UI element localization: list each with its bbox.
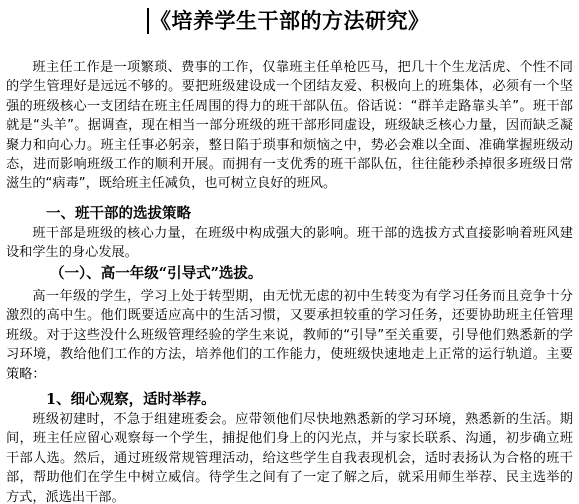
point1-paragraph: 班级初建时，不急于组建班委会。应带领他们尽快地熟悉新的学习环境，熟悉新的生活。期间，班主任应留心观察每一个学生，捕捉他们身上的闪光点，并与家长联系、沟通，初步确立班干部人选。然后，通过班级常规管理活动，给这些学生自我表现机会，适时表扬认为合格的班干部，帮助他们在学生中树立威信。待学生之间有了一定了解之后，就采用师生举荐、民主选举的方式，派选出干部。 — [6, 412, 573, 504]
subsection-heading-grade10: （一）、高一年级“引导式”选拔。 — [50, 265, 263, 282]
subsection1-paragraph: 高一年级的学生，学习上处于转型期，由无忧无虑的初中生转变为有学习任务而且竞争十分激烈的高中生。他们既要适应高中的生活习惯，又要承担较重的学习任务，还要协助班主任管理班级。对于这些没什么班级管理经验的学生来说，教师的“引导”至关重要，引导他们熟悉新的学习环境，教给他们工作的方法，培养他们的工作能力，使班级快速地走上正常的运行轨道。主要策略： — [6, 289, 573, 382]
section1-paragraph: 班干部是班级的核心力量，在班级中构成强大的影响。班干部的选拔方式直接影响着班风建设和学生的身心发展。 — [6, 226, 573, 261]
section-heading-selection-strategy: 一、班干部的选拔策略 — [46, 205, 191, 222]
intro-paragraph: 班主任工作是一项繁琐、费事的工作，仅靠班主任单枪匹马，把几十个生龙活虎、个性不同的学生管理好是远远不够的。要把班级建设成一个团结友爱、积极向上的班集体，必须有一个坚强的班级核心一支团结在班主任周围的得力的班干部队伍。俗话说：“群羊走路靠头羊”。班干部就是“头羊”。据调查，现在相当一部分班级的班干部形同虚设，班级缺乏核心力量，因而缺乏凝聚力和向心力。班主任事必躬亲，整日陷于琐事和烦恼之中，势必会难以全面、准确掌握班级动态，进而影响班级工作的顺利开展。而拥有一支优秀的班干部队伍，往往能秒杀掉很多班级日常滋生的“病毒”，既给班主任减负，也可树立良好的班风。 — [6, 60, 573, 192]
document-title: 《培养学生干部的方法研究》 — [150, 8, 430, 33]
point-heading-observe-recommend: 1、细心观察，适时举荐。 — [46, 391, 216, 408]
title-marker — [147, 8, 149, 34]
